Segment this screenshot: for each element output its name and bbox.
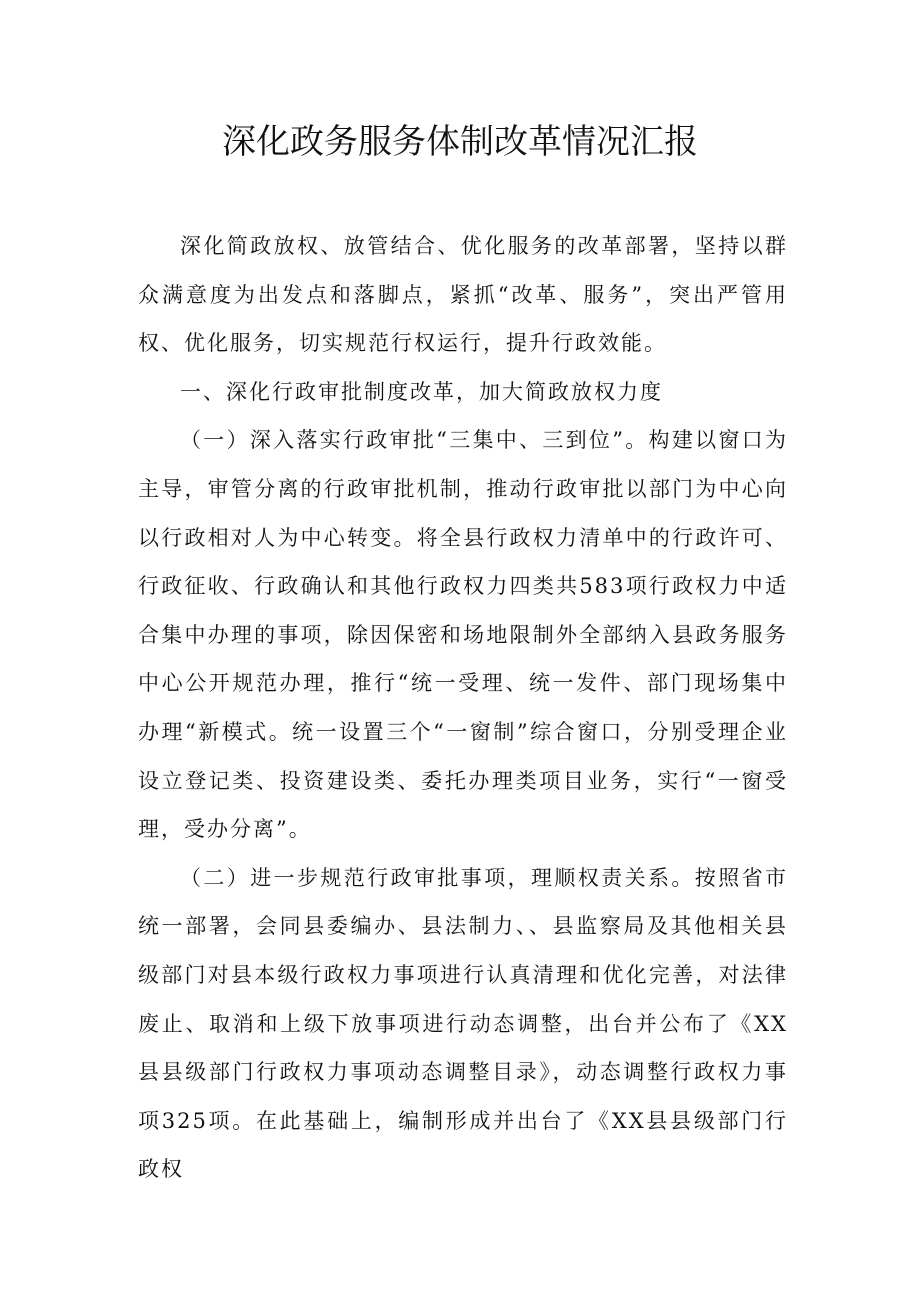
intro-paragraph: 深化简政放权、放管结合、优化服务的改革部署，坚持以群众满意度为出发点和落脚点，紧抓“改革、服务”，突出严管用权、优化服务，切实规范行权运行，提升行政效能。: [138, 234, 788, 356]
document-title: 深化政务服务体制改革情况汇报: [222, 122, 698, 162]
document-body: [138, 222, 788, 1194]
subsection-paragraph-2: （二）进一步规范行政审批事项，理顺权责关系。按照省市统一部署，会同县委编办、县法制力、、县监察局及其他相关县级部门对县本级行政权力事项进行认真清理和优化完善，对法律废止、取消和上级下放事项进行动态调整，出台并公布了《XX县县级部门行政权力事项动态调整目录》，动态调整行政权力事项325项。在此基础上，编制形成并出台了《XX县县级部门行政权: [138, 865, 788, 1182]
section-heading-1: 一、深化行政审批制度改革，加大简政放权力度: [180, 379, 663, 404]
subsection-paragraph-1: （一）深入落实行政审批“三集中、三到位”。构建以窗口为主导，审管分离的行政审批机制，推动行政审批以部门为中心向以行政相对人为中心转变。将全县行政权力清单中的行政许可、行政征收、行政确认和其他行政权力四类共583项行政权力中适合集中办理的事项，除因保密和场地限制外全部纳入县政务服务中心公开规范办理，推行“统一受理、统一发件、部门现场集中办理“新模式。统一设置三个“一窗制”综合窗口，分别受理企业设立登记类、投资建设类、委托办理类项目业务，实行“一窗受理，受办分离”。: [138, 428, 788, 842]
